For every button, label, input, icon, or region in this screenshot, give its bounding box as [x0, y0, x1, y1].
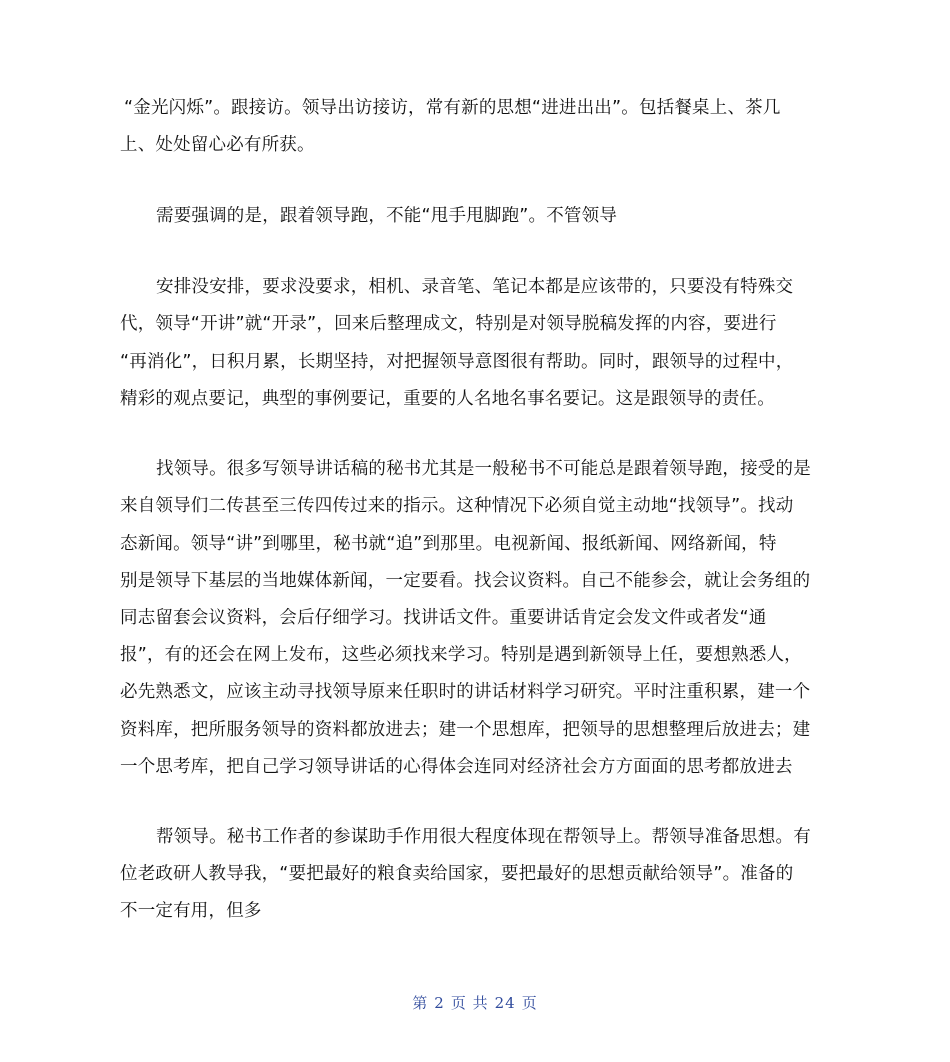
paragraph-1-line-2: 上、处处留心必有所获。: [120, 135, 315, 155]
paragraph-5-line-2: 位老政研人教导我，“要把最好的粮食卖给国家，要把最好的思想贡献给领导”。准备的: [120, 864, 794, 884]
footer-prefix: 第: [412, 994, 429, 1012]
current-page-number: 2: [434, 994, 445, 1012]
paragraph-3-line-4: 精彩的观点要记，典型的事例要记，重要的人名地名事名要记。这是跟领导的责任。: [120, 389, 775, 409]
total-pages-number: 24: [494, 994, 516, 1012]
paragraph-4-line-7: 必先熟悉文，应该主动寻找领导原来任职时的讲话材料学习研究。平时注重积累，建一个: [120, 682, 811, 702]
paragraph-3-line-2: 代，领导“开讲”就“开录”，回来后整理成文，特别是对领导脱稿发挥的内容，要进行: [120, 314, 777, 334]
paragraph-4-line-1: 找领导。很多写领导讲话稿的秘书尤其是一般秘书不可能总是跟着领导跑，接受的是: [156, 459, 811, 479]
paragraph-4-line-6: 报”，有的还会在网上发布，这些必须找来学习。特别是遇到新领导上任，要想熟悉人，: [120, 645, 802, 665]
paragraph-3-line-1: 安排没安排，要求没要求，相机、录音笔、笔记本都是应该带的，只要没有特殊交: [156, 277, 794, 297]
page-number-footer: [0, 992, 950, 1013]
paragraph-5-line-3: 不一定有用，但多: [120, 901, 262, 921]
paragraph-4-line-2: 来自领导们二传甚至三传四传过来的指示。这种情况下必须自觉主动地“找领导”。找动: [120, 496, 794, 516]
paragraph-4-line-4: 别是领导下基层的当地媒体新闻，一定要看。找会议资料。自己不能参会，就让会务组的: [120, 571, 811, 591]
paragraph-2-line-1: 需要强调的是，跟着领导跑，不能“甩手甩脚跑”。不管领导: [156, 206, 618, 226]
paragraph-5-line-1: 帮领导。秘书工作者的参谋助手作用很大程度体现在帮领导上。帮领导准备思想。有: [156, 827, 811, 847]
paragraph-3-line-3: “再消化”，日积月累，长期坚持，对把握领导意图很有帮助。同时，跟领导的过程中，: [120, 352, 794, 372]
footer-suffix: 页: [521, 994, 538, 1012]
paragraph-4-line-8: 资料库，把所服务领导的资料都放进去；建一个思想库，把领导的思想整理后放进去；建: [120, 720, 811, 740]
paragraph-1-line-1: “金光闪烁”。跟接访。领导出访接访，常有新的思想“进进出出”。包括餐桌上、茶几: [124, 98, 781, 118]
paragraph-4-line-3: 态新闻。领导“讲”到哪里，秘书就“追”到那里。电视新闻、报纸新闻、网络新闻，特: [120, 534, 777, 554]
footer-middle: 页 共: [450, 994, 489, 1012]
paragraph-4-line-5: 同志留套会议资料，会后仔细学习。找讲话文件。重要讲话肯定会发文件或者发“通: [120, 608, 767, 628]
paragraph-4-line-9: 一个思考库，把自己学习领导讲话的心得体会连同对经济社会方方面面的思考都放进去: [120, 757, 793, 777]
